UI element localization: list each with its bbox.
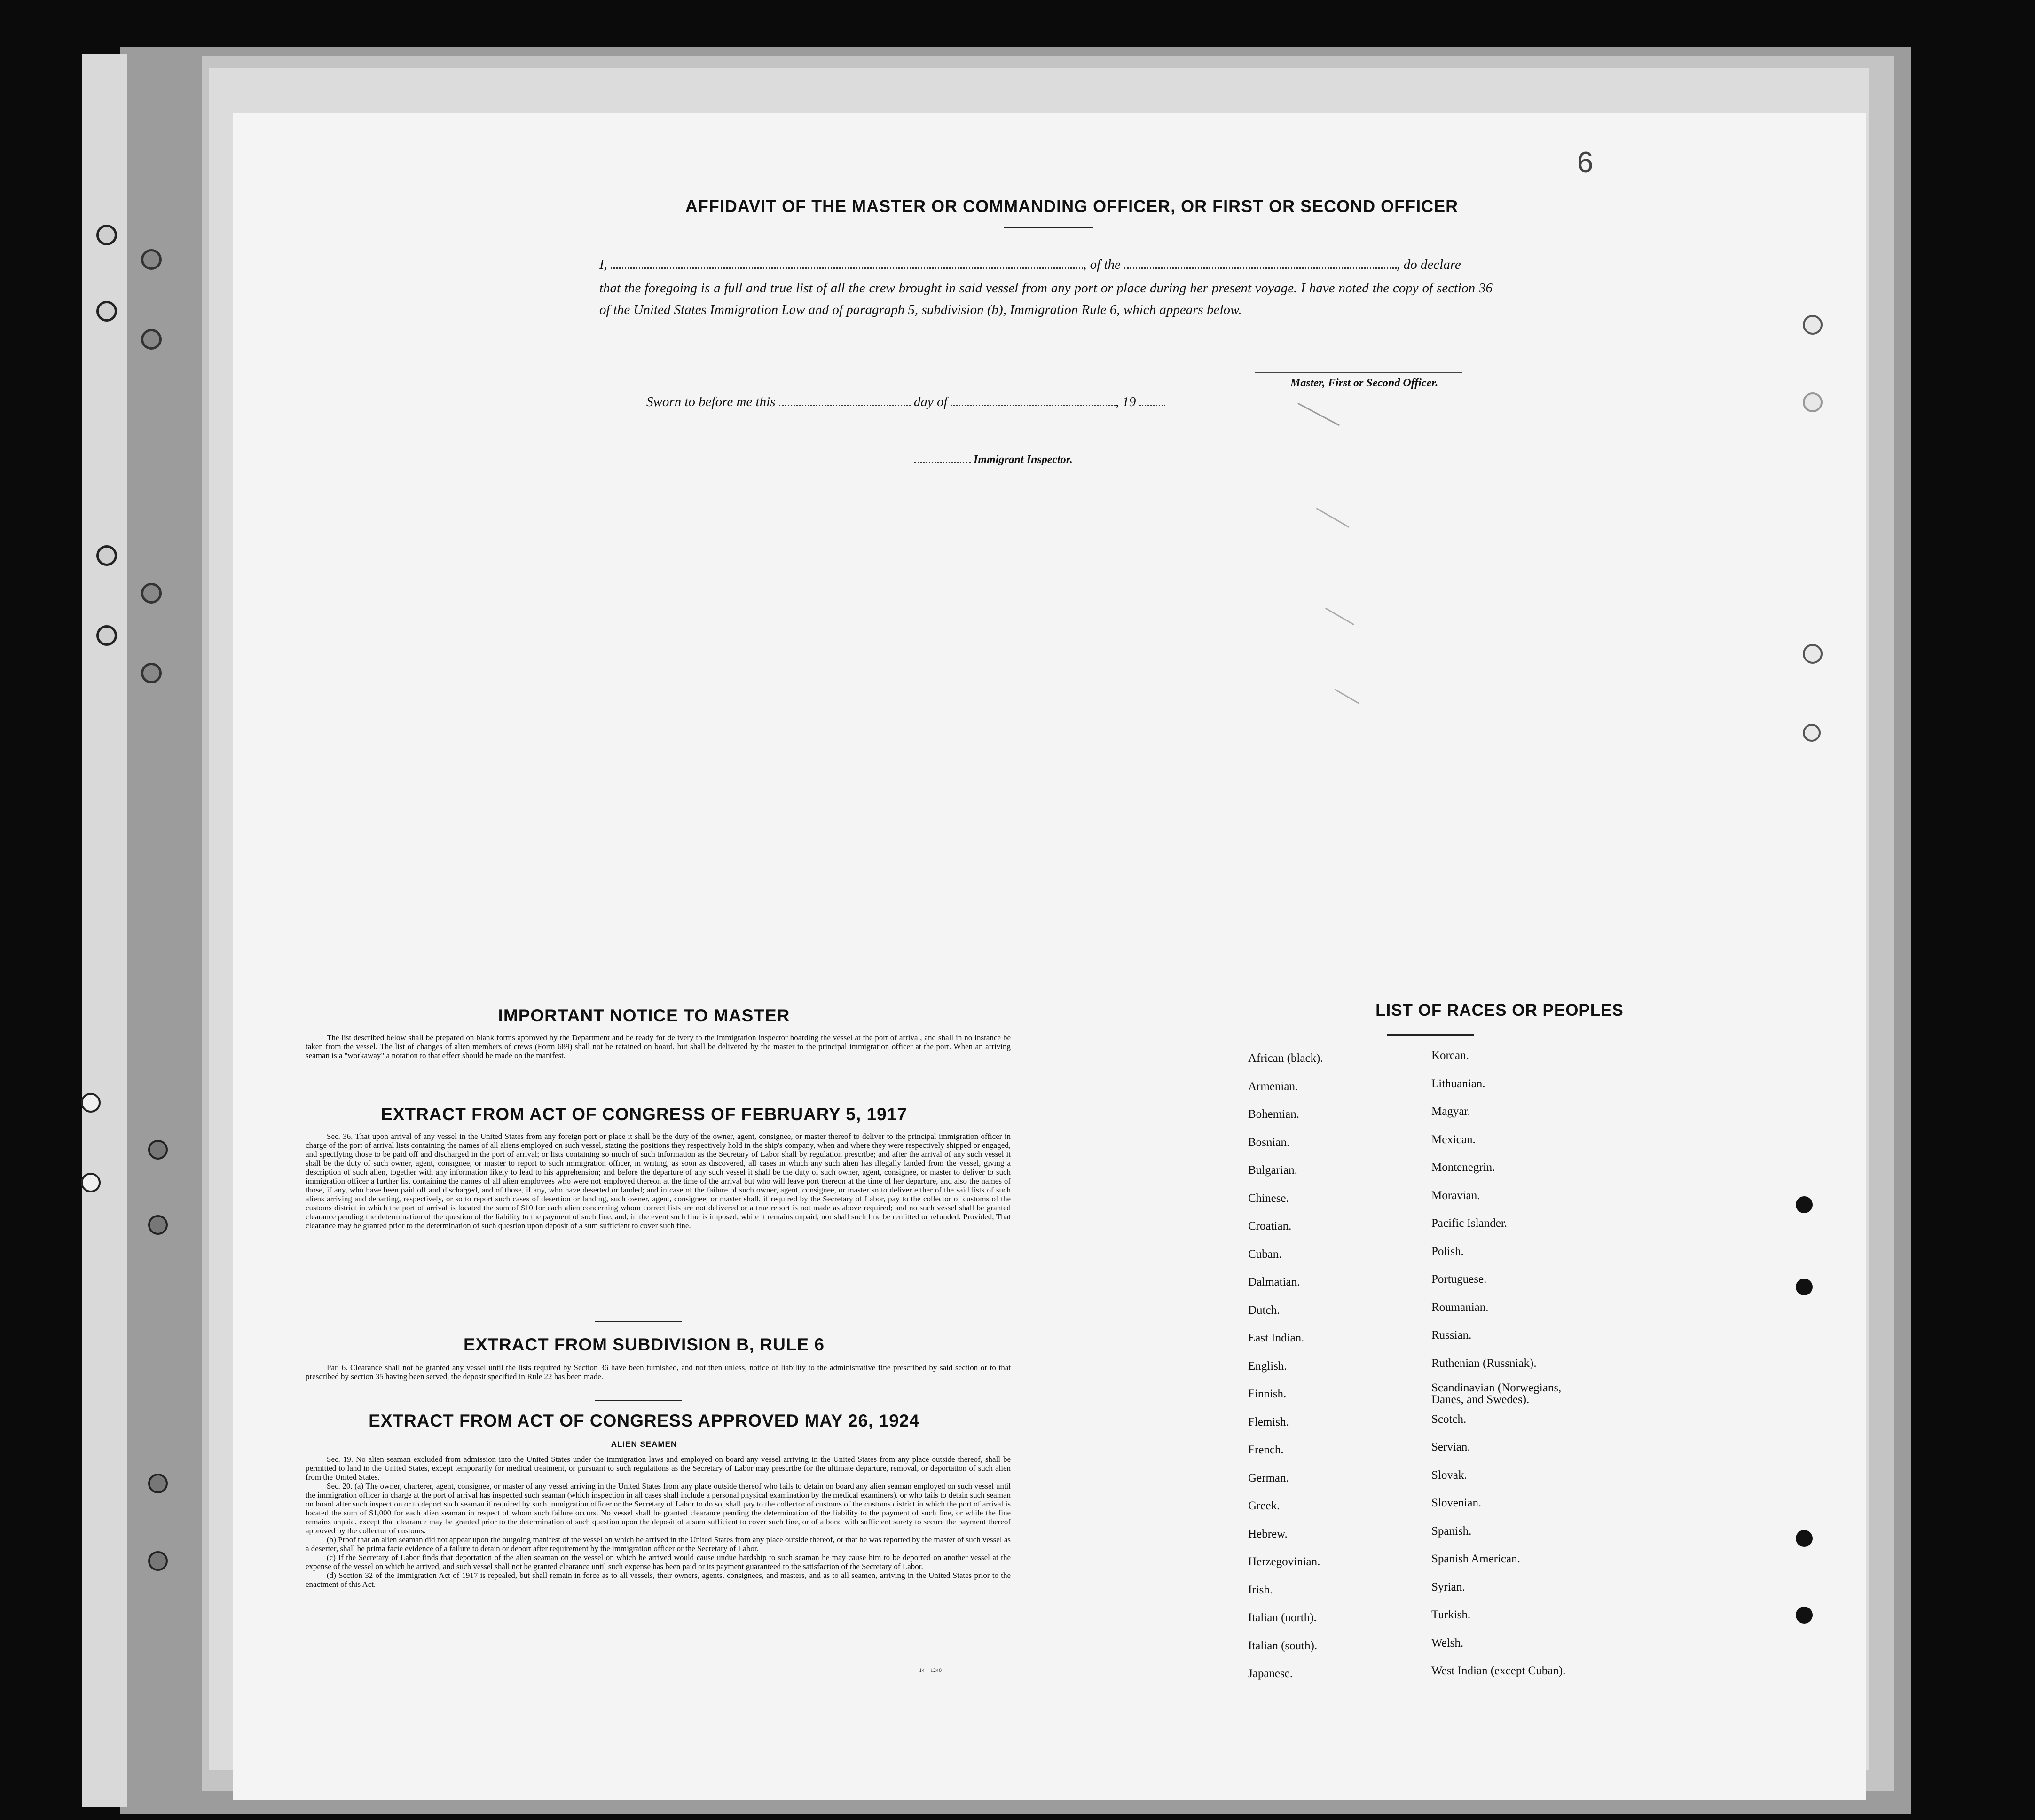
race-item-right: Syrian. <box>1431 1580 1465 1593</box>
race-item-right: Slovak. <box>1431 1468 1467 1482</box>
divider-rule <box>595 1321 682 1322</box>
race-item-left: Herzegovinian. <box>1248 1555 1320 1568</box>
sec-20b-paragraph: (b) Proof that an alien seaman did not appear upon the outgoing manifest of the vessel on which he arrived in the United States from any place outside thereof, or that he was reported by the master of such vessel as a deserter, shall be prima facie evidence of a failure to detain or deport after requirement by the immigration officer or the Secretary of Labor. <box>306 1535 1011 1553</box>
race-item-left: Cuban. <box>1248 1247 1282 1261</box>
race-item-left: Dalmatian. <box>1248 1276 1300 1288</box>
divider-rule <box>595 1400 682 1401</box>
pencil-stroke <box>1334 689 1359 704</box>
inspector-label <box>914 454 1073 466</box>
form-code: 14—1240 <box>919 1667 942 1673</box>
punch-hole <box>148 1140 168 1160</box>
race-item-right: Portuguese. <box>1431 1273 1487 1286</box>
race-item-right: Servian. <box>1431 1441 1470 1453</box>
sec-19-paragraph: Sec. 19. No alien seaman excluded from admission into the United States under the immigration laws and employed on board any vessel arriving in the United States from any place outside thereof, shall be permitted to land in the United States, except temporarily for medical treatment, or pursuant to such regulations as the Secretary of Labor may prescribe for the ultimate departure, removal, or deportation of such alien from the United States. <box>306 1455 1011 1482</box>
declaration-statement: that the foregoing is a full and true list of all the crew brought in said vessel from any port or place during her present voyage. I have noted the copy of section 36 of the United States Immigration Law and of paragraph 5, subdivision (b), Immigration Rule 6, which appears below. <box>599 281 1493 317</box>
sec-20a-paragraph: Sec. 20. (a) The owner, charterer, agent, consignee, or master of any vessel arriving in the United States from any place outside thereof who fails to detain on board any alien seaman employed on such vessel until the immigration officer in charge at the port of arrival has inspected such seaman (which inspection in all cases shall include a personal physical examination by the medical examiners), or who fails to detain such seaman on board after such inspection or to deport such seaman if required by such immigration officer or the Secretary of Labor to do so, shall pay to the collector of customs of the customs district in which the port of arrival is located the sum of $1,000 for each alien seaman in respect of whom such failure occurs. No vessel shall be granted clearance pending the determination of the liability to the payment of such fine, or while the fine remains unpaid, except that clearance may be granted prior to the determination of such question upon the deposit of a sum sufficient to cover such fine, or of a bond with sufficient surety to secure the payment thereof approved by the collector of customs. <box>306 1482 1011 1535</box>
race-item-right: Lithuanian. <box>1431 1077 1485 1090</box>
race-item-left: Greek. <box>1248 1499 1280 1512</box>
race-item-right: Mexican. <box>1431 1133 1476 1146</box>
race-item-left: Hebrew. <box>1248 1527 1288 1540</box>
punch-hole <box>1803 724 1821 742</box>
punch-hole <box>81 1093 101 1113</box>
punch-hole <box>1796 1607 1813 1624</box>
binder-hole <box>141 249 162 270</box>
race-item-right: Polish. <box>1431 1245 1464 1258</box>
race-item-right: Roumanian. <box>1431 1301 1489 1314</box>
signature-line[interactable] <box>1255 372 1462 373</box>
punch-hole <box>1803 644 1823 664</box>
sworn-year-blank[interactable] <box>1139 405 1165 406</box>
binder-hole <box>96 301 117 322</box>
race-item-right: Turkish. <box>1431 1608 1471 1621</box>
sworn-line <box>646 391 1165 413</box>
race-item-left: English. <box>1248 1359 1287 1373</box>
sworn-month-blank[interactable] <box>951 405 1116 406</box>
sec-20d-paragraph: (d) Section 32 of the Immigration Act of 1917 is repealed, but shall remain in force as to all vessels, their owners, agents, consignees, and masters, and as to all seamen, arriving in the United States prior to the enactment of this Act. <box>306 1571 1011 1589</box>
race-item-left: Irish. <box>1248 1583 1273 1596</box>
race-item-left: Italian (south). <box>1248 1639 1318 1652</box>
race-item-right: Pacific Islander. <box>1431 1217 1508 1230</box>
punch-hole <box>1796 1530 1813 1547</box>
punch-hole <box>148 1551 168 1571</box>
declaration-line <box>599 254 1540 275</box>
race-item-right: Korean. <box>1431 1049 1469 1062</box>
sworn-day-label: day of <box>913 394 948 409</box>
race-item-right: Magyar. <box>1431 1105 1470 1118</box>
races-title: LIST OF RACES OR PEOPLES <box>1375 1001 1624 1020</box>
race-item-left: Armenian. <box>1248 1080 1298 1093</box>
punch-hole <box>148 1474 168 1493</box>
race-item-right: Spanish American. <box>1431 1553 1520 1565</box>
declaration-do-declare: , do declare <box>1397 257 1461 272</box>
declaration-of-the: , of the <box>1083 257 1121 272</box>
race-item-right: Moravian. <box>1431 1189 1480 1202</box>
race-item-right: Ruthenian (Russniak). <box>1431 1357 1537 1370</box>
affidavit-title: AFFIDAVIT OF THE MASTER OR COMMANDING OFFICER, OR FIRST OR SECOND OFFICER <box>685 196 1459 216</box>
race-item-right: West Indian (except Cuban). <box>1431 1664 1566 1677</box>
name-blank[interactable] <box>611 267 1083 269</box>
binder-hole <box>96 545 117 566</box>
notice-title: IMPORTANT NOTICE TO MASTER <box>498 1006 790 1025</box>
sec-20c-paragraph: (c) If the Secretary of Labor finds that deportation of the alien seaman on the vessel on which he arrived would cause undue hardship to such seaman he may cause him to be deported on another vessel at the expense of the vessel on which he arrived, and such vessel shall not be granted clearance until such expense has been paid or its payment guaranteed to the satisfaction of the Secretary of Labor. <box>306 1553 1011 1571</box>
vessel-blank[interactable] <box>1124 267 1397 269</box>
punch-hole <box>148 1215 168 1235</box>
race-item-left: Bosnian. <box>1248 1136 1290 1149</box>
extract-1917-body: Sec. 36. That upon arrival of any vessel in the United States from any foreign port or place it shall be the duty of the owner, agent, consignee, or master thereof to deliver to the principal immigration officer in charge of the port of arrival lists containing the names of all aliens employed on such vessel, stating the positions they respectively hold in the ship's company, when and where they were respectively shipped or engaged, and specifying those to be paid off and discharged in the port of arrival; or lists containing so much of such information as the Secretary of Labor shall by regulation prescribe; and after the arrival of any such vessel it shall be the duty of such owner, agent, consignee, or master to report to such immigration officer, in writing, as soon as discovered, all cases in which any such alien has illegally landed from the vessel, giving a description of such alien, together with any information likely to lead to his apprehension; and before the departure of any such vessel it shall be the duty of such owner, agent, consignee, or master to deliver to such immigration officer a further list containing the names of all alien employees who were not employed thereon at the time of the arrival but who will leave port thereon at the time of her departure, and also the names of those, if any, who have been paid off and discharged, and of those, if any, who have deserted or landed; and in case of the failure of such owner, agent, consignee, or master so to deliver either of the said lists of such aliens arriving and departing, respectively, or so to report such cases of desertion or landing, such owner, agent, consignee, or master shall, if required by the Secretary of Labor, pay to the collector of customs of the customs district in which the port of arrival is located the sum of $10 for each alien concerning whom correct lists are not delivered or a true report is not made as above required; and no such vessel shall be granted clearance pending the determination of the question of the liability to the payment of such fine, and, in the event such fine is imposed, while it remains unpaid; nor shall such fine be remitted or refunded: Provided, That clearance may be granted prior to the determination of such question upon deposit of a sum sufficient to cover such fine. <box>306 1132 1011 1230</box>
punch-hole <box>1803 392 1823 412</box>
race-item-right: Montenegrin. <box>1431 1161 1495 1174</box>
binder-hole <box>96 625 117 646</box>
punch-hole <box>1803 315 1823 335</box>
extract-1924-body <box>306 1455 1011 1589</box>
race-item-left: East Indian. <box>1248 1332 1304 1344</box>
manifest-page <box>233 113 1866 1800</box>
race-item-left: Chinese. <box>1248 1192 1289 1205</box>
race-item-left: French. <box>1248 1443 1284 1456</box>
notice-body: The list described below shall be prepared on blank forms approved by the Department and be ready for delivery to the immigration inspector boarding the vessel at the port of arrival, and shall in no instance be taken from the vessel. The list of changes of alien members of crews (Form 689) shall not be retained on board, but shall be delivered by the master to the principal immigration officer at the port. When an arriving seaman is a "workaway" a notation to that effect should be made on the manifest. <box>306 1033 1011 1060</box>
binder-hole <box>141 583 162 604</box>
race-item-left: Dutch. <box>1248 1303 1280 1317</box>
binder-hole <box>96 225 117 245</box>
race-item-right: Spanish. <box>1431 1524 1472 1538</box>
race-item-left: Japanese. <box>1248 1667 1293 1680</box>
declaration-I: I, <box>599 257 607 272</box>
sworn-year-label: , 19 <box>1115 394 1136 409</box>
pencil-stroke <box>1316 508 1350 528</box>
race-item-left: African (black). <box>1248 1052 1323 1065</box>
pencil-stroke <box>1297 403 1340 426</box>
inspector-dots <box>914 462 971 463</box>
binder-hole <box>141 329 162 350</box>
race-item-left: Croatian. <box>1248 1220 1292 1232</box>
extract-rule6-body: Par. 6. Clearance shall not be granted any vessel until the lists required by Section 36 have been furnished, and not then unless, notice of liability to the administrative fine prescribed by said section or to that prescribed by section 35 having been served, the deposit specified in Rule 22 has been made. <box>306 1363 1011 1381</box>
race-item-right: Scandinavian (Norwegians, Danes, and Swedes). <box>1431 1381 1562 1406</box>
inspector-label-text: Immigrant Inspector. <box>974 454 1073 466</box>
race-item-left: Italian (north). <box>1248 1611 1317 1624</box>
race-item-right: Russian. <box>1431 1329 1472 1341</box>
races-rule <box>1387 1034 1474 1036</box>
extract-1924-title: EXTRACT FROM ACT OF CONGRESS APPROVED MAY 26, 1924 <box>369 1411 919 1430</box>
sworn-label: Sworn to before me this <box>646 394 776 409</box>
race-item-left: German. <box>1248 1471 1289 1484</box>
sworn-day-blank[interactable] <box>779 405 911 406</box>
extract-1924-subtitle: ALIEN SEAMEN <box>611 1440 677 1449</box>
punch-hole <box>81 1173 101 1192</box>
race-item-left: Flemish. <box>1248 1415 1289 1428</box>
race-item-right: Scotch. <box>1431 1412 1467 1426</box>
extract-1917-title: EXTRACT FROM ACT OF CONGRESS OF FEBRUARY 5, 1917 <box>381 1105 907 1124</box>
binder-hole <box>141 663 162 683</box>
extract-rule6-title: EXTRACT FROM SUBDIVISION B, RULE 6 <box>464 1335 825 1354</box>
punch-hole <box>1796 1279 1813 1295</box>
race-item-left: Bohemian. <box>1248 1108 1300 1121</box>
page-mark: 6 <box>1577 146 1594 179</box>
race-item-right: Welsh. <box>1431 1636 1464 1649</box>
race-item-left: Bulgarian. <box>1248 1164 1297 1177</box>
race-item-left: Finnish. <box>1248 1388 1287 1400</box>
pencil-stroke <box>1325 608 1354 626</box>
title-rule <box>1004 227 1093 228</box>
signature-label: Master, First or Second Officer. <box>1290 377 1438 389</box>
race-item-right: Slovenian. <box>1431 1497 1482 1509</box>
punch-hole <box>1796 1196 1813 1213</box>
